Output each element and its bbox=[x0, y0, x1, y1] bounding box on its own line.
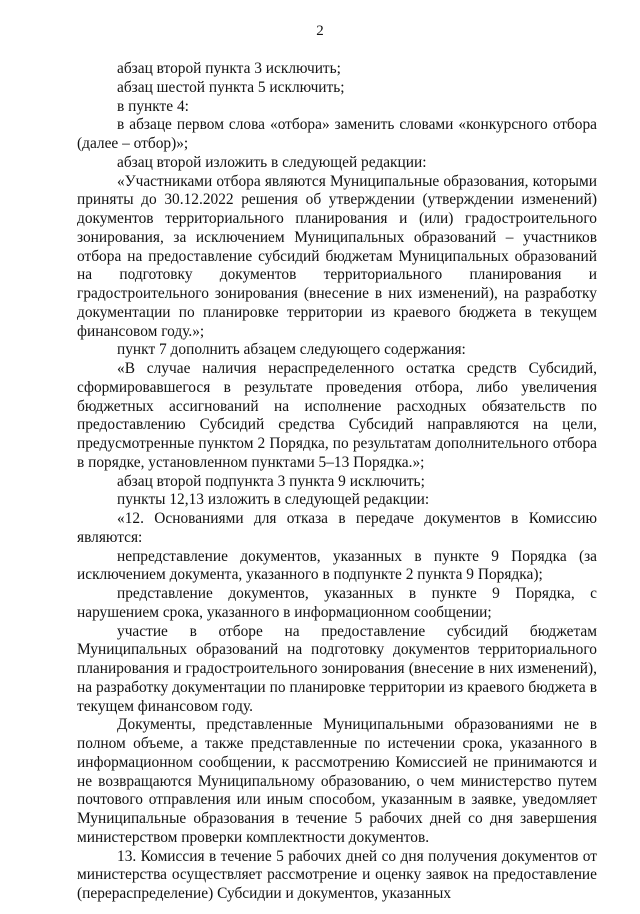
paragraph-4: в абзаце первом слова «отбора» заменить словами «конкурсного отбора (далее – отбор)»; bbox=[77, 116, 597, 152]
paragraph-9: абзац второй подпункта 3 пункта 9 исключить; bbox=[117, 472, 425, 490]
paragraph-16: 13. Комиссия в течение 5 рабочих дней со дня получения документов от министерства осуществляет рассмотрение и оценку заявок на предоставление (перераспределение) Субсидии и документов, указанных bbox=[77, 847, 597, 902]
paragraph-15: Документы, представленные Муниципальными образованиями не в полном объеме, а также представленные по истечении срока, указанного в информационном сообщении, к рассмотрению Комиссией не принимаются и не возвращаются Муниципальному образованию, о чем министерство путем почтового отправления или иным способом, указанным в заявке, уведомляет Муниципальные образования в течение 5 рабочих дней со дня завершения министерством проверки комплектности документов. bbox=[77, 716, 597, 846]
paragraph-7: пункт 7 дополнить абзацем следующего содержания: bbox=[117, 341, 466, 359]
paragraph-6: «Участниками отбора являются Муниципальные образования, которыми приняты до 30.12.2022 решения об утверждении (утверждении изменений) документов территориального планирования и (или) градостроительного зонирования, за исключением Муниципальных образований – участников отбора на предоставление субсидий бюджетам Муниципальных образований на подготовку документов территориального планирования и градостроительного зонирования (внесение в них изменений), на разработку документации по планировке территории из краевого бюджета в текущем финансовом году.»; bbox=[77, 172, 597, 340]
paragraph-11: «12. Основаниями для отказа в передаче документов в Комиссию являются: bbox=[77, 510, 597, 546]
paragraph-8: «В случае наличия нераспределенного остатка средств Субсидий, сформировавшегося в результате проведения отбора, либо увеличения бюджетных ассигнований на исполнение расходных обязательств по предоставлению Субсидий средства Субсидий направляются на цели, предусмотренные пунктом 2 Порядка, по результатам дополнительного отбора в порядке, установленном пунктами 5–13 Порядка.»; bbox=[77, 360, 597, 471]
paragraph-2: абзац шестой пункта 5 исключить; bbox=[117, 78, 345, 96]
paragraph-3: в пункте 4: bbox=[117, 97, 189, 115]
paragraph-1: абзац второй пункта 3 исключить; bbox=[117, 60, 341, 77]
page-number: 2 bbox=[316, 23, 324, 39]
document-body bbox=[77, 60, 597, 904]
paragraph-10: пункты 12,13 изложить в следующей редакции: bbox=[117, 491, 430, 509]
paragraph-14: участие в отборе на предоставление субсидий бюджетам Муниципальных образований на подготовку документов территориального планирования и градостроительного зонирования (внесение в них изменений), на разработку документации по планировке территории из краевого бюджета в текущем финансовом году. bbox=[77, 622, 597, 715]
paragraph-5: абзац второй изложить в следующей редакции: bbox=[117, 153, 427, 171]
paragraph-12: непредставление документов, указанных в пункте 9 Порядка (за исключением документа, указанного в подпункте 2 пункта 9 Порядка); bbox=[77, 547, 597, 584]
paragraph-13: представление документов, указанных в пункте 9 Порядка, с нарушением срока, указанного в информационном сообщении; bbox=[77, 585, 597, 621]
